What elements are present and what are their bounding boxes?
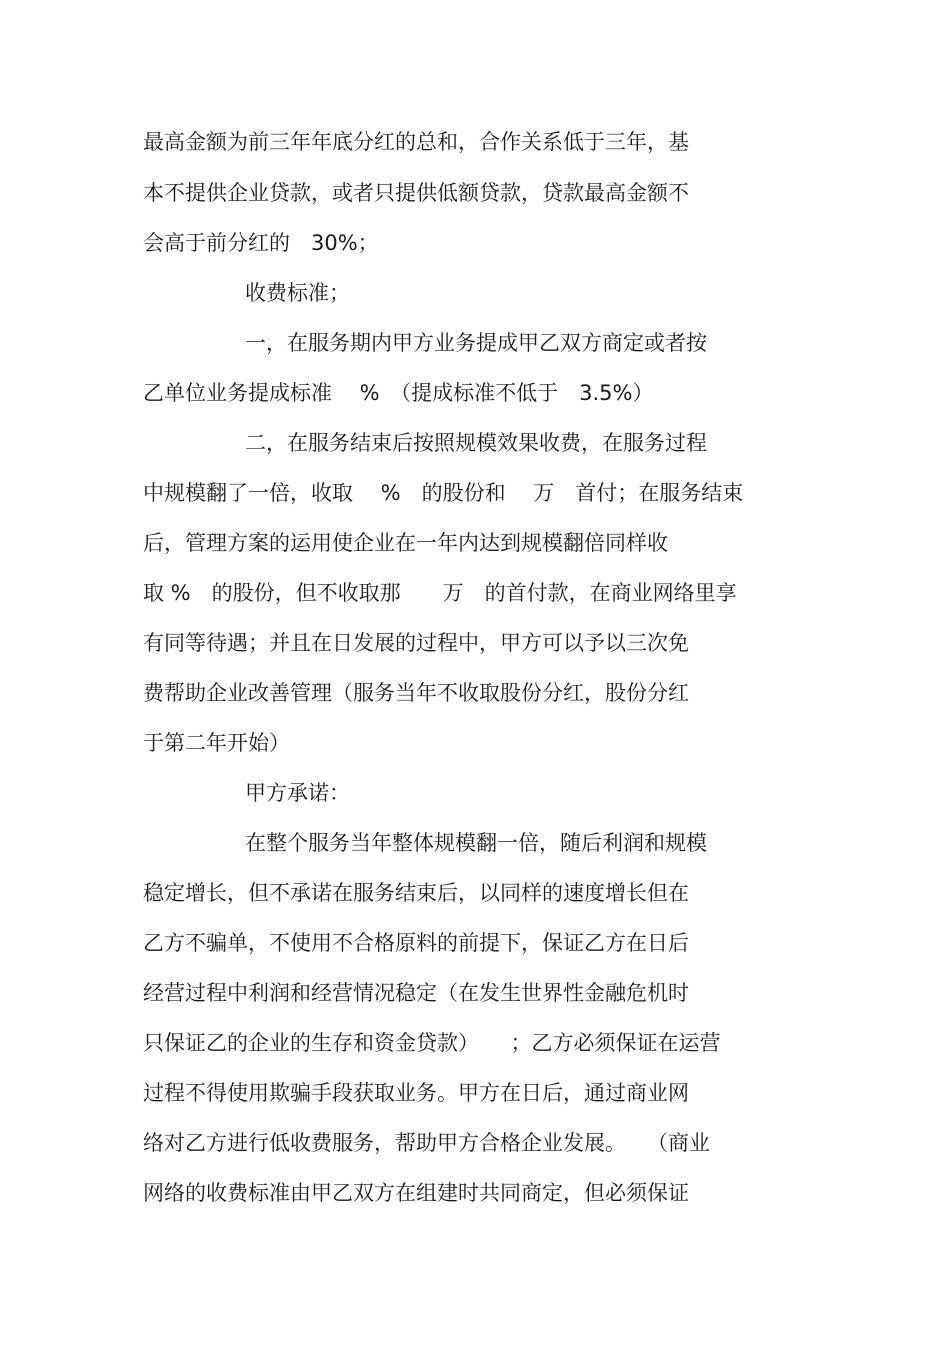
text-line: 络对乙方进行低收费服务，帮助甲方合格企业发展。 （商业 (143, 1131, 710, 1155)
text-line: 一，在服务期内甲方业务提成甲乙双方商定或者按 (245, 331, 707, 355)
text-line: 只保证乙的企业的生存和资金贷款） ；乙方必须保证在运营 (143, 1031, 721, 1055)
text-line: 会高于前分红的 30%； (143, 231, 379, 255)
text-line: 于第二年开始） (143, 731, 290, 755)
text-line: 有同等待遇；并且在日发展的过程中，甲方可以予以三次免 (143, 631, 689, 655)
text-line: 中规模翻了一倍，收取 % 的股份和 万 首付；在服务结束 (143, 481, 744, 505)
text-line: 在整个服务当年整体规模翻一倍，随后利润和规模 (245, 831, 707, 855)
text-line: 经营过程中利润和经营情况稳定（在发生世界性金融危机时 (143, 981, 689, 1005)
text-line: 后，管理方案的运用使企业在一年内达到规模翻倍同样收 (143, 531, 668, 555)
section-heading: 收费标准； (245, 281, 350, 305)
text-line: 网络的收费标准由甲乙双方在组建时共同商定，但必须保证 (143, 1181, 689, 1205)
text-line: 二，在服务结束后按照规模效果收费，在服务过程 (245, 431, 707, 455)
text-line: 取 % 的股份，但不收取那 万 的首付款，在商业网络里享 (143, 581, 737, 605)
section-heading: 甲方承诺： (245, 781, 350, 805)
text-line: 最高金额为前三年年底分红的总和，合作关系低于三年，基 (143, 130, 689, 154)
text-line: 费帮助企业改善管理（服务当年不收取股份分红，股份分红 (143, 681, 689, 705)
text-line: 乙单位业务提成标准 % （提成标准不低于 3.5%） (143, 381, 654, 405)
text-line: 乙方不骗单，不使用不合格原料的前提下，保证乙方在日后 (143, 931, 689, 955)
text-line: 本不提供企业贷款，或者只提供低额贷款，贷款最高金额不 (143, 181, 689, 205)
text-line: 过程不得使用欺骗手段获取业务。甲方在日后，通过商业网 (143, 1081, 689, 1105)
text-line: 稳定增长，但不承诺在服务结束后，以同样的速度增长但在 (143, 881, 689, 905)
